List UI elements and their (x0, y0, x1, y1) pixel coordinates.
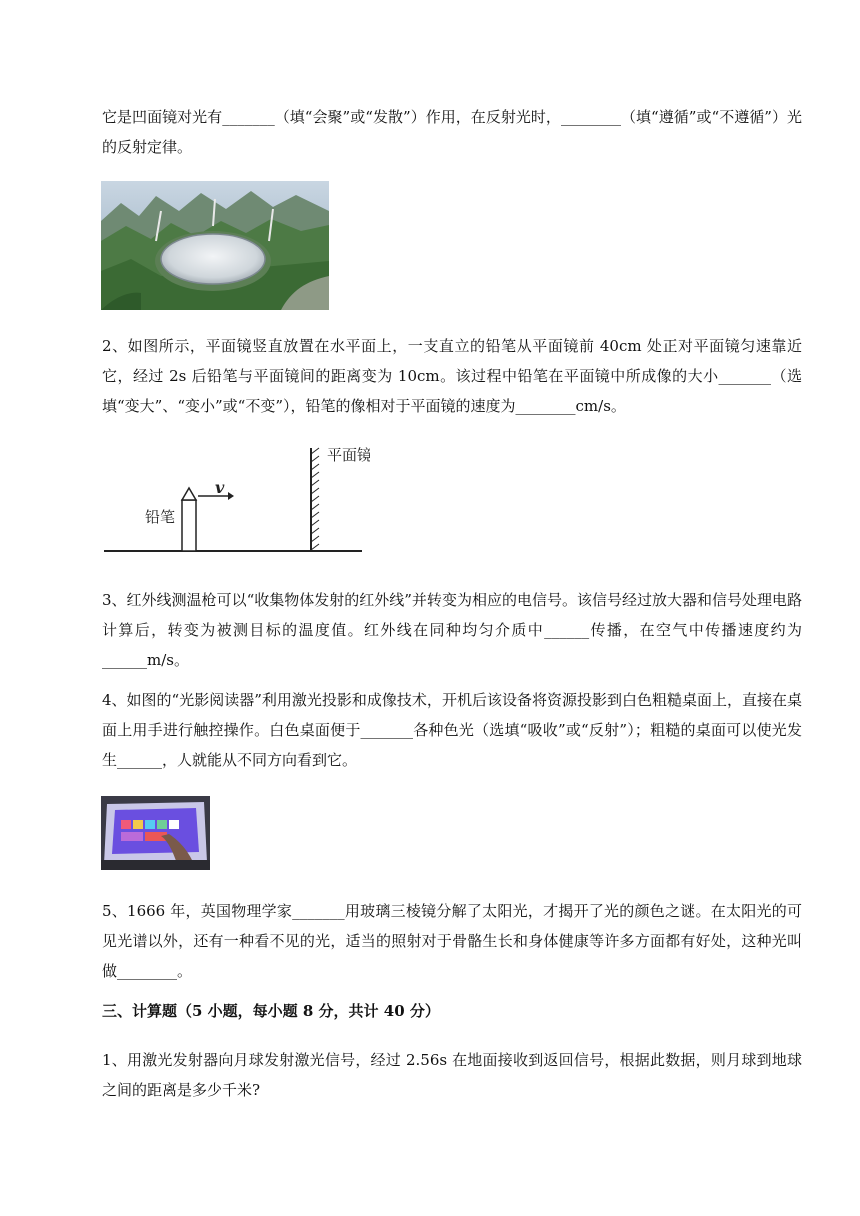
pencil-label: 铅笔 (145, 508, 176, 526)
velocity-label: v (215, 478, 225, 497)
question-5-newton: 5、1666 年，英国物理学家_______用玻璃三棱镜分解了太阳光，才揭开了光的颜色之谜。在太阳光的可见光谱以外，还有一种看不见的光，适当的照射对于骨骼生长和身体健康等许多方面都有好处，这种光叫做________。 (102, 902, 802, 980)
light-reader-photo (101, 796, 210, 870)
section-3-title: 三、计算题（5 小题，每小题 8 分，共计 40 分） (102, 1002, 440, 1020)
paragraph-fill-blank-intro: 它是凹面镜对光有_______（填“会聚”或“发散”）作用，在反射光时，________（填“遵循”或“不遵循”）光的反射定律。 (102, 108, 802, 156)
pencil-tip (182, 488, 196, 500)
calc-question-1: 1、用激光发射器向月球发射激光信号，经过 2.56s 在地面接收到返回信号，根据此数据，则月球到地球之间的距离是多少千米? (102, 1051, 802, 1099)
question-3-infrared: 3、红外线测温枪可以“收集物体发射的红外线”并转变为相应的电信号。该信号经过放大器和信号处理电路计算后，转变为被测目标的温度值。红外线在同种均匀介质中______传播，在空气中传播速度约为______m/s。 (102, 591, 802, 669)
mirror-pencil-diagram (100, 440, 370, 560)
fast-telescope-photo (101, 181, 329, 310)
pencil-body (182, 500, 196, 551)
question-4-light-reader: 4、如图的“光影阅读器”利用激光投影和成像技术，开机后该设备将资源投影到白色粗糙桌面上，直接在桌面上用手进行触控操作。白色桌面便于_______各种色光（选填“吸收”或“反射”）；粗糙的桌面可以使光发生______，人就能从不同方向看到它。 (102, 691, 802, 769)
question-2-plane-mirror: 2、如图所示，平面镜竖直放置在水平面上，一支直立的铅笔从平面镜前 40cm 处正对平面镜匀速靠近它，经过 2s 后铅笔与平面镜间的距离变为 10cm。该过程中铅笔在平面镜中所成像的大小_______（选填“变大”、“变小”或“不变”），铅笔的像相对于平面镜的速度为________cm/s。 (102, 337, 802, 415)
mirror-label: 平面镜 (327, 446, 370, 464)
